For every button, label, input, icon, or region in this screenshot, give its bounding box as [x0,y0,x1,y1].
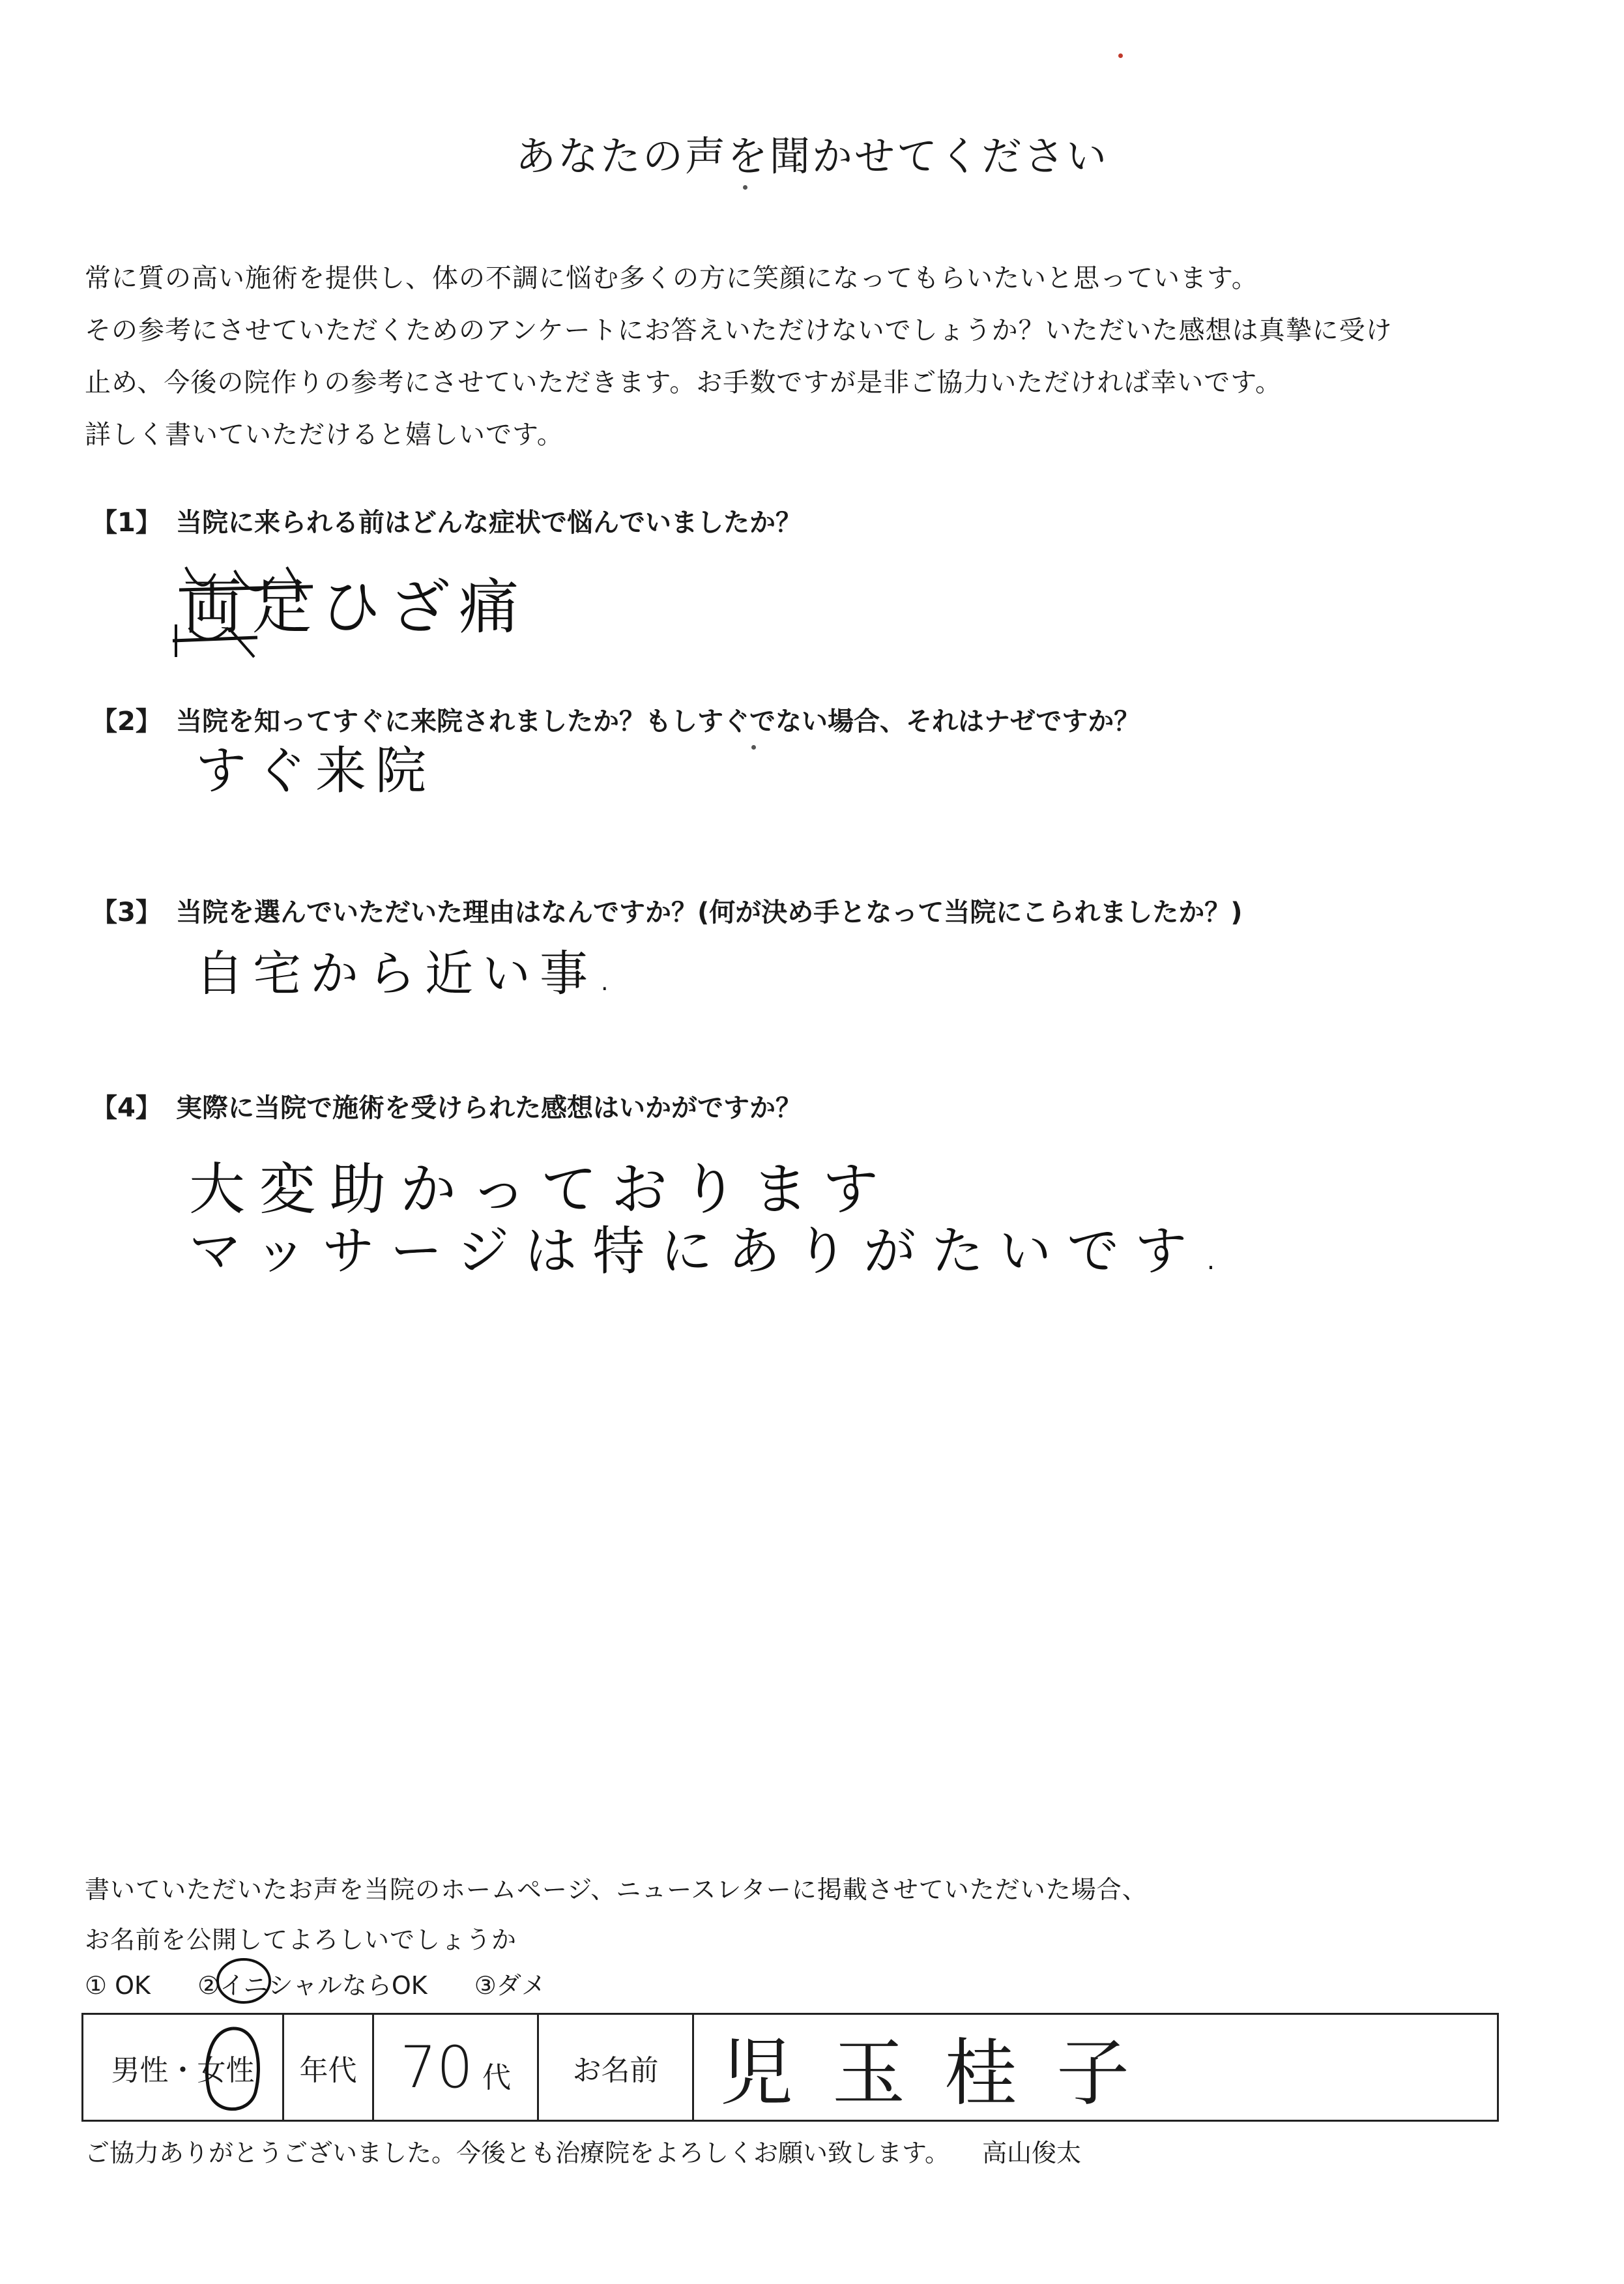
paper-speck [751,745,756,750]
permission-options [85,1965,585,2001]
intro-line-2: その参考にさせていただくためのアンケートにお答えいただけないでしょうか？いただいた感想は真摯に受け [85,315,1393,345]
age-value [373,2014,538,2121]
question-number: 【3】 [91,898,162,928]
thank-you-message: ご協力ありがとうございました。今後とも治療院をよろしくお願い致します。 [85,2139,950,2167]
answer-4-line-2-handwritten: マッサージは特にありがたいです. [189,1221,1235,1281]
age-suffix: 代 [482,2061,511,2094]
name-value-handwritten: 児玉桂子 [693,2014,1498,2121]
paper-speck [743,185,747,190]
question-text: 当院を選んでいただいた理由はなんですか？(何が決め手となって当院にこられましたか？) [176,898,1243,928]
option-initials-ok[interactable]: ②イニシャルならOK [197,1971,428,2000]
selection-circle-mark [214,1955,274,2006]
respondent-info-table [81,2013,1499,2122]
thank-you-footer [85,2133,1081,2169]
age-value-handwritten: 70 [400,2034,473,2101]
option-ok[interactable]: ① OK [85,1971,151,2000]
question-number: 【4】 [91,1093,162,1123]
gender-selection-circle-mark [197,2021,268,2118]
question-text: 当院に来られる前はどんな症状で悩んでいましたか？ [176,508,802,538]
intro-line-4: 詳しく書いていただけると嬉しいです。 [85,420,564,450]
answer-3-handwritten: 自宅から近い事. [196,946,622,1002]
gender-label[interactable]: 男性・女性 [83,2014,283,2121]
answer-4-line-1-handwritten: 大変助かっております [189,1157,893,1222]
name-label: お名前 [538,2014,693,2121]
question-text: 当院を知ってすぐに来院されましたか？もしすぐでない場合、それはナゼですか？ [176,707,1140,737]
question-1 [91,502,802,539]
question-number: 【1】 [91,508,162,538]
question-3 [91,892,1243,929]
page-title: あなたの声を聞かせてください [515,132,1109,180]
paper-speck [1118,53,1123,58]
answer-2-handwritten: すぐ来院 [196,742,436,800]
age-label: 年代 [283,2014,373,2121]
permission-question-line-1: 書いていただいたお声を当院のホームページ、ニュースレターに掲載させていただいた場合、 [85,1875,1148,1904]
answer-1-handwritten: 両足ひざ痛 [182,572,529,642]
question-4 [91,1087,802,1124]
option-no[interactable]: ③ダメ [474,1971,546,2000]
intro-line-1: 常に質の高い施術を提供し、体の不調に悩む多くの方に笑顔になってもらいたいと思っています。 [85,263,1258,293]
permission-question-line-2: お名前を公開してよろしいでしょうか [85,1925,517,1954]
question-number: 【2】 [91,707,162,737]
intro-line-3: 止め、今後の院作りの参考にさせていただきます。お手数ですが是非ご協力いただければ幸いです。 [85,368,1282,398]
question-text: 実際に当院で施術を受けられた感想はいかがですか？ [176,1093,802,1123]
signer-name: 高山俊太 [981,2139,1081,2167]
